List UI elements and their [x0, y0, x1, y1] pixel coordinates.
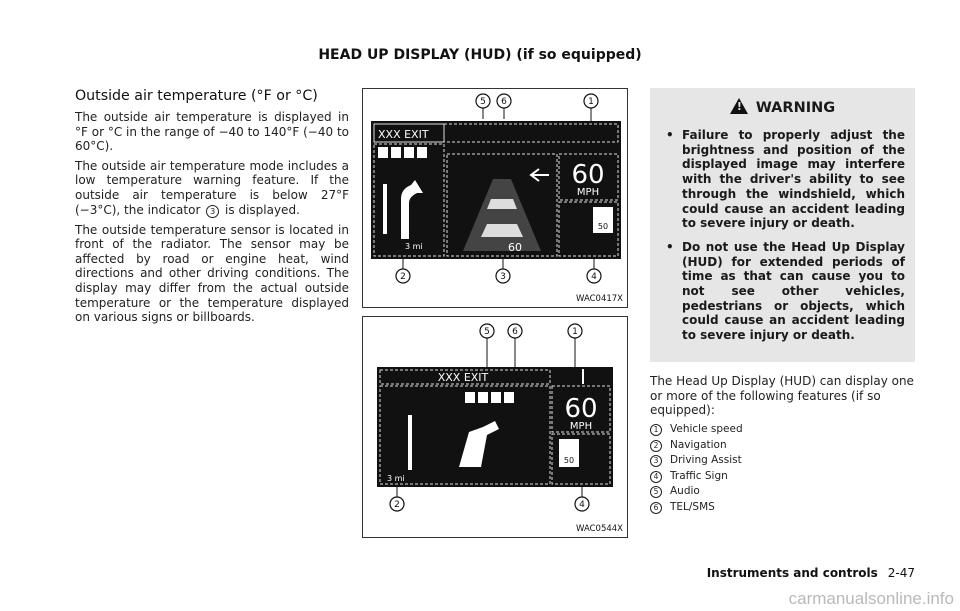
warning-box	[650, 88, 915, 362]
page-footer	[707, 566, 915, 580]
exit-text: XXX EXIT	[378, 128, 429, 141]
warning-item	[660, 128, 905, 231]
warning-item-text: Do not use the Head Up Display (HUD) for extended periods of time as that can cause you to not see other vehicles, pedestrians or objects, which could cause an accident leading to severe injury or death.	[682, 239, 905, 343]
callout-6-icon: 6	[650, 502, 662, 514]
speed-value: 60	[571, 160, 605, 190]
temperature-range-paragraph: The outside air temperature is displayed in °F or °C in the range of −40 to 140°F (−40 to 60°C).	[75, 110, 349, 154]
distance-text: 3 mi	[405, 242, 423, 251]
section-title: Outside air temperature (°F or °C)	[75, 88, 318, 104]
callout-3-label: 3	[500, 272, 506, 282]
warning-item-text: Failure to properly adjust the brightness and position of the displayed image may interfere with the driver's ability to see through the windshield, which could cause an accident leading to severe injury or death.	[682, 128, 905, 231]
figure-2-code: WAC0544X	[576, 524, 623, 534]
speed-unit: MPH	[576, 187, 600, 198]
hud-figure-1	[362, 88, 628, 308]
callout-1-icon: 1	[650, 424, 662, 436]
callout-2-icon: 2	[650, 440, 662, 452]
callout-2-label: 2	[400, 272, 406, 282]
callout-1-label: 1	[572, 327, 578, 337]
list-item	[650, 438, 915, 454]
feature-label: TEL/SMS	[670, 500, 715, 513]
callout-4-icon: 4	[650, 471, 662, 483]
callout-2-label: 2	[394, 500, 400, 510]
callout-4-label: 4	[579, 500, 585, 510]
low-temp-text-a: The outside air temperature mode includes a low temperature warning feature. If the outside air temperature is below 27°F (−3°C), the indicator	[75, 158, 349, 217]
list-item	[650, 453, 915, 469]
warning-heading	[660, 98, 905, 116]
feature-label: Vehicle speed	[670, 422, 743, 435]
sign-value: 50	[563, 456, 575, 465]
bullet-icon: •	[666, 239, 674, 254]
watermark: carmanualsonline.info	[788, 589, 954, 608]
distance-text: 3 mi	[387, 474, 405, 483]
page-header: HEAD UP DISPLAY (HUD) (if so equipped)	[318, 47, 642, 63]
warning-triangle-icon: !	[730, 98, 748, 114]
features-intro: The Head Up Display (HUD) can display one or more of the following features (if so equipped):	[650, 373, 914, 418]
hud-figure-2	[362, 316, 628, 538]
warning-item	[660, 240, 905, 343]
left-column	[75, 88, 349, 330]
low-temp-warning-paragraph	[75, 159, 349, 218]
warning-heading-text: WARNING	[755, 100, 836, 116]
page-number: 2-47	[887, 566, 915, 580]
callout-5-label: 5	[480, 97, 486, 107]
hud-figure-2-drawing	[363, 317, 627, 537]
feature-label: Navigation	[670, 438, 727, 451]
list-item	[650, 422, 915, 438]
callout-6-label: 6	[512, 327, 518, 337]
callout-1-label: 1	[588, 97, 594, 107]
hud-figure-1-drawing	[363, 89, 627, 307]
speed-value: 60	[564, 394, 598, 424]
list-item	[650, 484, 915, 500]
sensor-location-paragraph: The outside temperature sensor is located in front of the radiator. The sensor may be affected by road or engine heat, wind directions and other driving conditions. The display may differ from the actual outside temperature or the temperature displayed on various signs or billboards.	[75, 222, 349, 325]
exit-text: XXX EXIT	[437, 371, 489, 384]
speed-unit: MPH	[569, 421, 593, 432]
list-item	[650, 500, 915, 516]
callout-5-label: 5	[484, 327, 490, 337]
list-item	[650, 469, 915, 485]
feature-label: Traffic Sign	[670, 469, 728, 482]
features-list	[650, 422, 915, 516]
footer-section: Instruments and controls	[706, 566, 878, 580]
callout-6-label: 6	[501, 97, 507, 107]
callout-5-icon: 5	[650, 486, 662, 498]
callout-4-label: 4	[591, 272, 597, 282]
assist-speed: 60	[508, 241, 522, 254]
bullet-icon: •	[666, 128, 674, 142]
feature-label: Audio	[670, 485, 700, 498]
low-temp-text-b: is displayed.	[225, 202, 300, 217]
callout-3-icon: 3	[206, 205, 219, 218]
figure-1-code: WAC0417X	[576, 294, 623, 304]
right-column	[650, 88, 915, 516]
callout-3-icon: 3	[650, 455, 662, 467]
feature-label: Driving Assist	[670, 454, 742, 467]
sign-value: 50	[597, 222, 609, 231]
